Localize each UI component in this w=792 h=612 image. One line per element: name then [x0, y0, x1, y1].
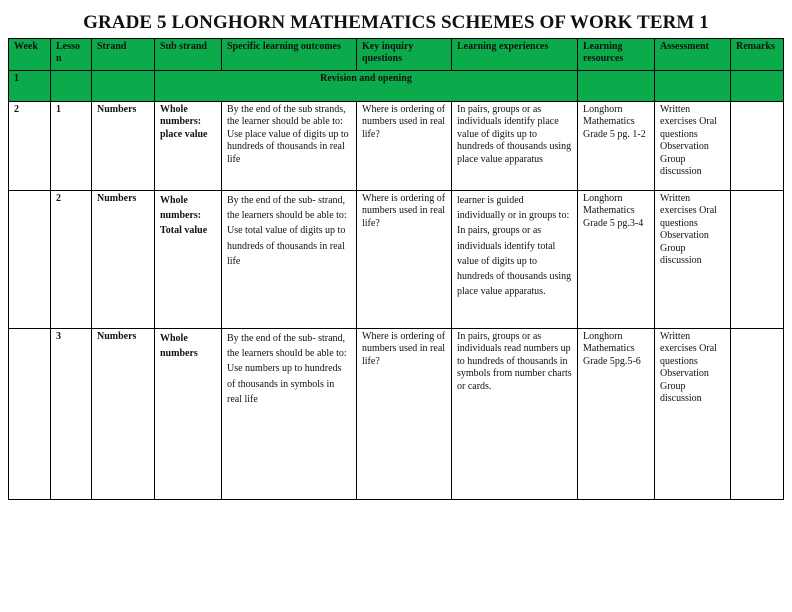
- revision-resources: [578, 71, 655, 102]
- cell-lesson: 2: [51, 191, 92, 329]
- table-row: [9, 191, 784, 329]
- cell-strand: Numbers: [92, 102, 155, 191]
- cell-resources: Longhorn Mathematics Grade 5 pg. 1-2: [578, 102, 655, 191]
- cell-key-question: Where is ordering of numbers used in real life?: [357, 329, 452, 500]
- cell-resources: Longhorn Mathematics Grade 5 pg.3-4: [578, 191, 655, 329]
- revision-assessment: [655, 71, 731, 102]
- cell-key-question: Where is ordering of numbers used in real life?: [357, 191, 452, 329]
- header-specific-outcomes: Specific learning outcomes: [222, 39, 357, 71]
- cell-experiences: learner is guided individually or in groups to: In pairs, groups or as individuals identify total value of digits up to hundreds of thousands using place value apparatus.: [452, 191, 578, 329]
- header-key-inquiry: Key inquiry questions: [357, 39, 452, 71]
- cell-remarks: [731, 191, 784, 329]
- cell-sub-strand: Whole numbers: place value: [155, 102, 222, 191]
- cell-experiences: In pairs, groups or as individuals identify place value of digits up to hundreds of thousands using place value apparatus: [452, 102, 578, 191]
- table-row: [9, 102, 784, 191]
- header-learning-resources: Learning resources: [578, 39, 655, 71]
- revision-lesson: [51, 71, 92, 102]
- cell-outcomes: By the end of the sub strands, the learner should be able to: Use place value of digits up to hundreds of thousands in real life: [222, 102, 357, 191]
- document-title: GRADE 5 LONGHORN MATHEMATICS SCHEMES OF WORK TERM 1: [83, 12, 709, 33]
- table-row: [9, 329, 784, 500]
- revision-remarks: [731, 71, 784, 102]
- cell-assessment: Written exercises Oral questions Observation Group discussion: [655, 191, 731, 329]
- cell-lesson: 3: [51, 329, 92, 500]
- revision-label: Revision and opening: [155, 71, 578, 102]
- cell-remarks: [731, 102, 784, 191]
- cell-strand: Numbers: [92, 191, 155, 329]
- cell-week: [9, 191, 51, 329]
- header-week: Week: [9, 39, 51, 71]
- revision-week: 1: [9, 71, 51, 102]
- cell-resources: Longhorn Mathematics Grade 5pg.5-6: [578, 329, 655, 500]
- cell-outcomes: By the end of the sub- strand, the learners should be able to: Use total value of digits up to hundreds of thousands in real life: [222, 191, 357, 329]
- header-remarks: Remarks: [731, 39, 784, 71]
- cell-strand: Numbers: [92, 329, 155, 500]
- revision-row: [9, 71, 784, 102]
- cell-sub-strand: Whole numbers: Total value: [155, 191, 222, 329]
- header-assessment: Assessment: [655, 39, 731, 71]
- cell-assessment: Written exercises Oral questions Observation Group discussion: [655, 329, 731, 500]
- cell-outcomes: By the end of the sub- strand, the learners should be able to: Use numbers up to hundreds of thousands in symbols in real life: [222, 329, 357, 500]
- cell-key-question: Where is ordering of numbers used in real life?: [357, 102, 452, 191]
- cell-lesson: 1: [51, 102, 92, 191]
- cell-week: [9, 329, 51, 500]
- schemes-of-work-table: [8, 38, 784, 500]
- cell-sub-strand: Whole numbers: [155, 329, 222, 500]
- header-row: [9, 39, 784, 71]
- cell-assessment: Written exercises Oral questions Observation Group discussion: [655, 102, 731, 191]
- header-learning-experiences: Learning experiences: [452, 39, 578, 71]
- cell-experiences: In pairs, groups or as individuals read numbers up to hundreds of thousands in symbols from number charts or cards.: [452, 329, 578, 500]
- revision-strand: [92, 71, 155, 102]
- cell-remarks: [731, 329, 784, 500]
- cell-week: 2: [9, 102, 51, 191]
- header-sub-strand: Sub strand: [155, 39, 222, 71]
- header-lesson: Lesso n: [51, 39, 92, 71]
- header-strand: Strand: [92, 39, 155, 71]
